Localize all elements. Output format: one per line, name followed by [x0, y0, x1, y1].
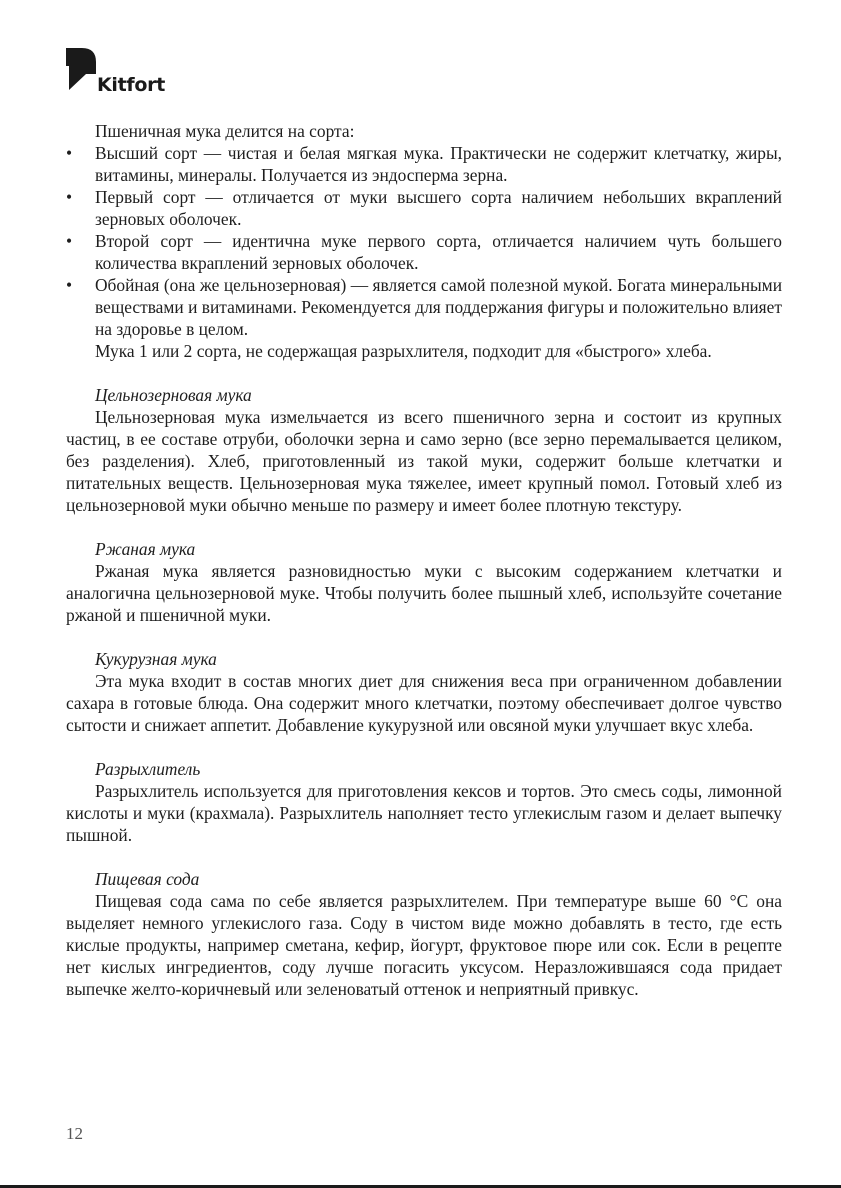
section-title-corn: Кукурузная мука	[95, 649, 217, 669]
bullet-icon: •	[66, 143, 73, 163]
section-text-baking-soda: Пищевая сода сама по себе является разрыхлителем. При температуре выше 60 °C она выделяет немного углекислого газа. Соду в чистом виде можно добавлять в тесто, где есть кислые продукты, например сметана, кефир, йогурт, фруктовое пюре или сок. Если в рецепте нет кислых ингредиентов, соду лучше погасить уксусом. Неразложившаяся сода придает выпечке желто-коричневый или зеленоватый оттенок и неприятный привкус.	[66, 891, 782, 999]
section-text-rye: Ржаная мука является разновидностью муки с высоким содержанием клетчатки и аналогична цельнозерновой муке. Чтобы получить более пышный хлеб, используйте сочетание ржаной и пшеничной муки.	[66, 561, 782, 625]
list-item-text: Обойная (она же цельнозерновая) — является самой полезной мукой. Богата минеральными веществами и витаминами. Рекомендуется для поддержания фигуры и положительно влияет на здоровье в целом.	[95, 275, 782, 339]
bullet-note: Мука 1 или 2 сорта, не содержащая разрыхлителя, подходит для «быстрого» хлеба.	[95, 341, 712, 361]
section-text-corn: Эта мука входит в состав многих диет для снижения веса при ограниченном добавлении сахара в готовые блюда. Она содержит много клетчатки, поэтому обеспечивает долгое чувство сытости и снижает аппетит. Добавление кукурузной или овсяной муки улучшает вкус хлеба.	[66, 671, 782, 735]
page-number: 12	[66, 1124, 83, 1143]
list-item	[66, 274, 782, 340]
section-text-wholegrain: Цельнозерновая мука измельчается из всего пшеничного зерна и состоит из крупных частиц, в ее составе отруби, оболочки зерна и само зерно (все зерно перемалывается целиком, без разделения). Хлеб, приготовленный из такой муки, содержит больше клетчатки и питательных веществ. Цельнозерновая мука тяжелее, имеет крупный помол. Готовый хлеб из цельнозерновой муки обычно меньше по размеру и имеет более плотную текстуру.	[66, 407, 782, 515]
kitfort-logo	[66, 48, 176, 100]
section-title-rye: Ржаная мука	[95, 539, 196, 559]
list-item	[66, 142, 782, 186]
page-content	[66, 120, 782, 1000]
brand-name: Kitfort	[97, 74, 165, 96]
bullet-icon: •	[66, 187, 73, 207]
intro-text: Пшеничная мука делится на сорта:	[95, 121, 355, 141]
list-item-text: Высший сорт — чистая и белая мягкая мука. Практически не содержит клетчатку, жиры, витамины, минералы. Получается из эндосперма зерна.	[95, 143, 782, 185]
section-title-baking-powder: Разрыхлитель	[95, 759, 201, 779]
flour-grades-list	[66, 142, 782, 340]
list-item-text: Второй сорт — идентична муке первого сорта, отличается наличием чуть большего количества вкраплений зерновых оболочек.	[95, 231, 782, 273]
section-title-wholegrain: Цельнозерновая мука	[95, 385, 252, 405]
bullet-icon: •	[66, 231, 73, 251]
list-item	[66, 230, 782, 274]
section-title-baking-soda: Пищевая сода	[95, 869, 200, 889]
list-item	[66, 186, 782, 230]
section-text-baking-powder: Разрыхлитель используется для приготовления кексов и тортов. Это смесь соды, лимонной кислоты и муки (крахмала). Разрыхлитель наполняет тесто углекислым газом и делает выпечку пышной.	[66, 781, 782, 845]
bullet-icon: •	[66, 275, 73, 295]
list-item-text: Первый сорт — отличается от муки высшего сорта наличием небольших вкраплений зерновых оболочек.	[95, 187, 782, 229]
kitfort-logo-icon	[66, 48, 96, 92]
